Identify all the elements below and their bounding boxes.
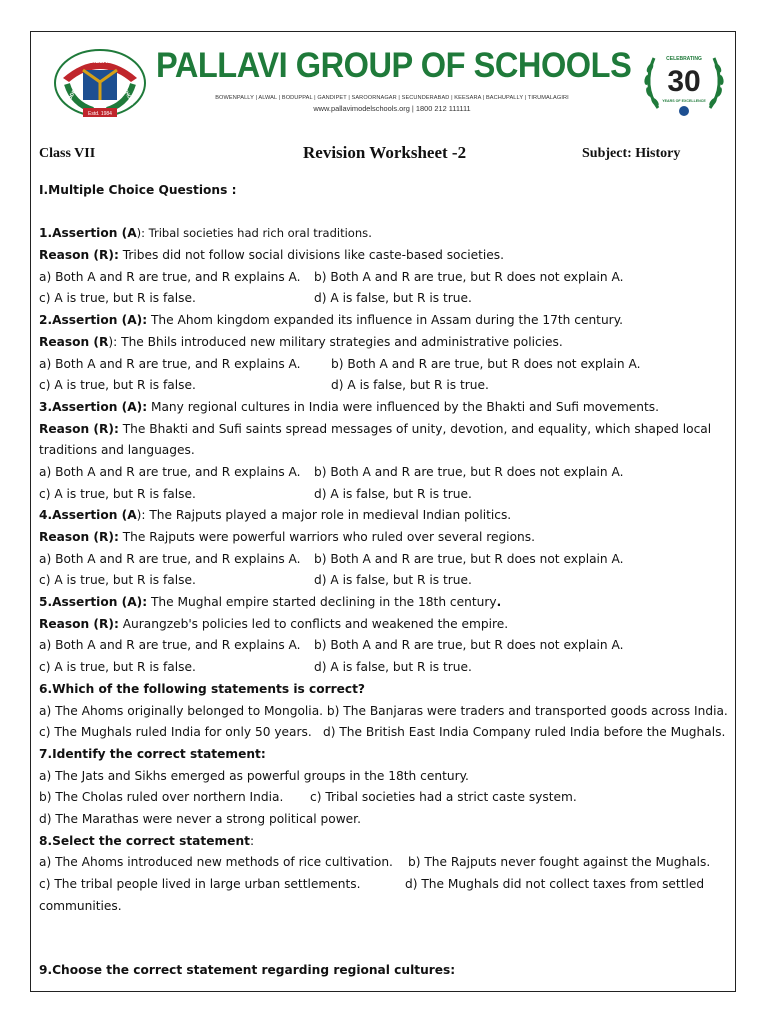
school-name: PALLAVI GROUP OF SCHOOLS [156, 46, 632, 85]
q4-options-cd [39, 570, 733, 592]
logo-left-text: MODEL [65, 86, 80, 105]
anniversary-badge-logo [638, 46, 730, 120]
q2-option-c: c) A is true, but R is false. [39, 378, 196, 393]
q8-option-b: b) The Rajputs never fought against the Mughals. [408, 855, 711, 870]
q1-reason-label: Reason (R): [39, 248, 119, 263]
logo-estd-text: Estd. 1984 [88, 111, 112, 117]
q8-option-c: c) The tribal people lived in large urban settlements. [39, 877, 361, 891]
logo-top-text: PALLAVI [87, 59, 113, 65]
q2-options-cd [39, 375, 733, 397]
worksheet-title: Revision Worksheet -2 [303, 143, 467, 162]
q7-options-bc [39, 787, 733, 809]
q2-reason-text: ): The Bhils introduced new military strategies and administrative policies. [108, 334, 563, 349]
q5-label: 5.Assertion (A): [39, 595, 148, 610]
q3-assertion [39, 397, 733, 419]
q2-options-ab [39, 354, 733, 376]
q4-options-ab [39, 549, 733, 571]
q3-options-ab [39, 462, 733, 484]
q2-option-b: b) Both A and R are true, but R does not explain A. [331, 356, 641, 371]
q5-option-c: c) A is true, but R is false. [39, 660, 196, 675]
q2-reason [39, 332, 733, 354]
q2-reason-label: Reason (R [39, 334, 109, 349]
q7-option-b: b) The Cholas ruled over northern India. [39, 790, 284, 805]
q2-assertion [39, 310, 733, 332]
q8-option-d: d) The Mughals did not collect taxes from settled [405, 877, 705, 891]
q3-reason-label: Reason (R): [39, 421, 119, 436]
badge-number: 30 [667, 65, 701, 98]
q2-label: 2.Assertion (A): [39, 313, 148, 328]
q8-colon: : [249, 833, 255, 848]
q8-option-a: a) The Ahoms introduced new methods of rice cultivation. [39, 855, 393, 870]
q1-option-a: a) Both A and R are true, and R explains A. [39, 269, 301, 284]
q5-reason [39, 614, 733, 636]
q4-option-d: d) A is false, but R is true. [314, 573, 472, 588]
q5-option-d: d) A is false, but R is true. [314, 660, 472, 675]
q3-assertion-text: Many regional cultures in India were influenced by the Bhakti and Sufi movements. [147, 399, 659, 414]
q5-reason-label: Reason (R): [39, 616, 119, 631]
q8-question-row [39, 831, 733, 853]
q1-reason [39, 245, 733, 267]
q6-question: 6.Which of the following statements is correct? [39, 681, 366, 696]
q7-option-a: a) The Jats and Sikhs emerged as powerful groups in the 18th century. [39, 768, 469, 783]
class-label: Class VII [39, 146, 96, 161]
subject-label: Subject: History [582, 146, 681, 161]
q1-reason-text: Tribes did not follow social divisions like caste-based societies. [118, 248, 504, 263]
logo-right-text: SCHOOL [119, 84, 136, 107]
q2-option-d: d) A is false, but R is true. [331, 378, 489, 393]
q4-label: 4.Assertion (A [39, 508, 137, 523]
q1-options-cd [39, 288, 733, 310]
q1-period: . [368, 226, 372, 241]
q4-option-c: c) A is true, but R is false. [39, 573, 196, 588]
q6-option-c: c) The Mughals ruled India for only 50 years. [39, 725, 312, 740]
q4-option-a: a) Both A and R are true, and R explains A. [39, 551, 301, 566]
q5-assertion [39, 592, 733, 614]
q7-option-c: c) Tribal societies had a strict caste system. [310, 790, 577, 805]
q5-options-cd [39, 657, 733, 679]
q3-reason-cont: traditions and languages. [39, 443, 195, 458]
q2-assertion-text: The Ahom kingdom expanded its influence in Assam during the 17th century. [147, 313, 624, 328]
q5-option-b: b) Both A and R are true, but R does not explain A. [314, 638, 624, 653]
q9-question: 9.Choose the correct statement regarding regional cultures: [39, 963, 456, 978]
q5-assertion-text: The Mughal empire started declining in the 18th century [147, 595, 497, 610]
q6-option-d: d) The British East India Company ruled India before the Mughals. [323, 725, 726, 740]
q1-option-b: b) Both A and R are true, but R does not explain A. [314, 269, 624, 284]
q5-option-a: a) Both A and R are true, and R explains A. [39, 638, 301, 653]
q4-reason [39, 527, 733, 549]
q8-options-cd [39, 874, 733, 896]
q8-option-d-cont: communities. [39, 898, 122, 913]
q1-option-d: d) A is false, but R is true. [314, 291, 472, 306]
section-title: I.Multiple Choice Questions : [39, 183, 237, 197]
q3-reason [39, 419, 733, 441]
badge-top-text: CELEBRATING [666, 56, 702, 62]
branch-list: BOWENPALLY | ALWAL | BODUPPAL | GANDIPET | SAROORNAGAR | SECUNDERABAD | KEESARA | BACHUPALLY | TIRUMALAGIRI [215, 95, 569, 101]
q1-label: 1.Assertion (A [39, 226, 137, 241]
q3-label: 3.Assertion (A): [39, 399, 148, 414]
q4-reason-text: The Rajputs were powerful warriors who ruled over several regions. [118, 530, 535, 544]
q3-option-c: c) A is true, but R is false. [39, 486, 196, 501]
q2-option-a: a) Both A and R are true, and R explains A. [39, 356, 301, 371]
q6-options-ab: a) The Ahoms originally belonged to Mongolia. b) The Banjaras were traders and transported goods across India. [39, 703, 728, 718]
letterhead [50, 44, 730, 122]
q5-options-ab [39, 635, 733, 657]
q7-option-d: d) The Marathas were never a strong political power. [39, 811, 361, 826]
q1-assertion [39, 223, 733, 245]
q1-options-ab [39, 267, 733, 289]
q4-reason-label: Reason (R): [39, 530, 119, 544]
q1-option-c: c) A is true, but R is false. [39, 291, 196, 306]
q3-option-a: a) Both A and R are true, and R explains A. [39, 464, 301, 479]
q4-assertion-text: ): The Rajputs played a major role in medieval Indian politics. [136, 508, 512, 523]
q1-assertion-text: Tribal societies had rich oral traditions [145, 226, 369, 241]
worksheet-body [39, 180, 733, 982]
q6-options-cd [39, 722, 733, 744]
badge-bottom-text: YEARS OF EXCELLENCE [662, 99, 706, 103]
q8-question: 8.Select the correct statement [39, 833, 250, 848]
q7-question: 7.Identify the correct statement: [39, 746, 266, 761]
q1-colon: ): [136, 226, 145, 241]
q4-option-b: b) Both A and R are true, but R does not explain A. [314, 551, 624, 566]
q3-options-cd [39, 484, 733, 506]
q8-options-ab [39, 852, 733, 874]
worksheet-meta-row [39, 143, 699, 165]
q3-reason-text-1: The Bhakti and Sufi saints spread messages of unity, devotion, and equality, which shaped local [118, 421, 712, 436]
q3-option-b: b) Both A and R are true, but R does not explain A. [314, 464, 624, 479]
q5-reason-text: Aurangzeb's policies led to conflicts and weakened the empire. [118, 616, 509, 631]
q4-assertion [39, 505, 733, 527]
q5-period: . [496, 595, 502, 610]
school-crest-logo [53, 48, 147, 118]
q3-option-d: d) A is false, but R is true. [314, 486, 472, 501]
contact-line: www.pallavimodelschools.org | 1800 212 111111 [313, 104, 471, 113]
